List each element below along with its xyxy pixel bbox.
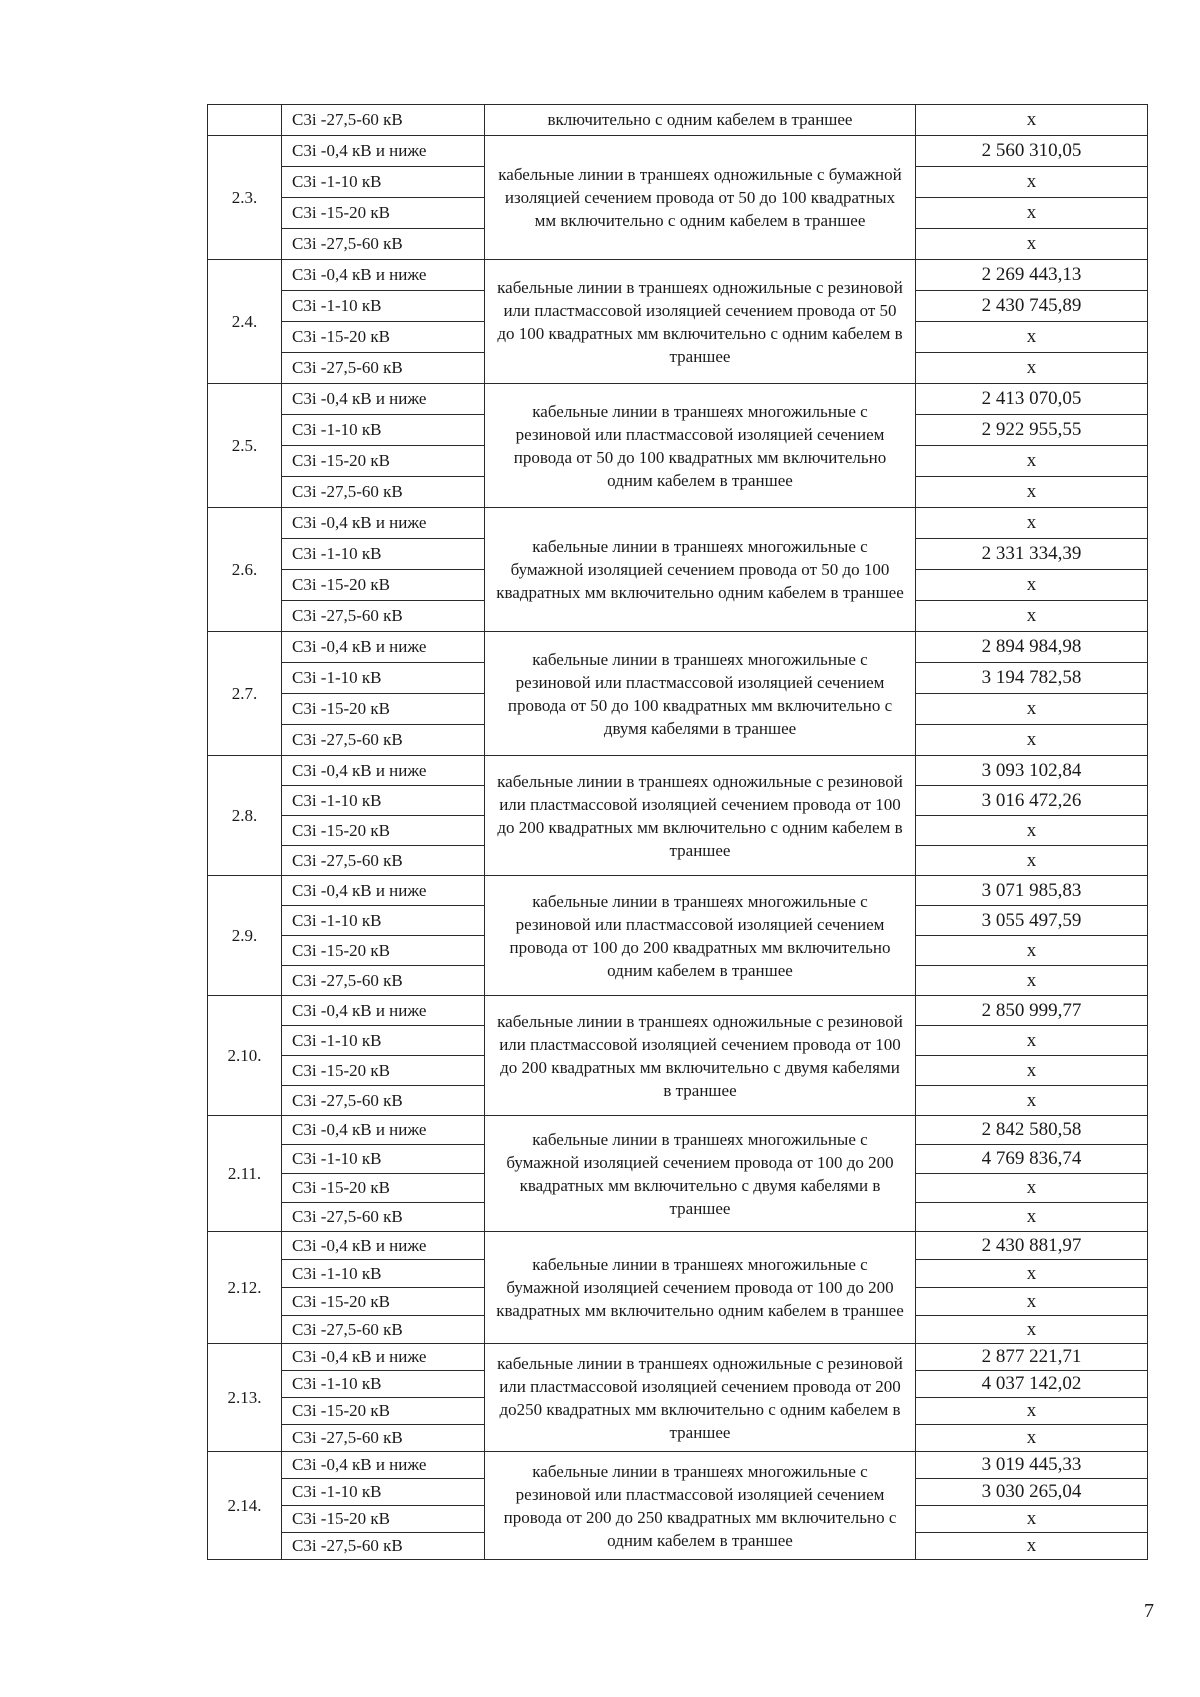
voltage-cell: C3i -0,4 кВ и ниже: [282, 756, 485, 786]
value-cell: 2 894 984,98: [916, 632, 1148, 663]
value-cell: x: [916, 477, 1148, 508]
voltage-cell: C3i -0,4 кВ и ниже: [282, 384, 485, 415]
voltage-cell: C3i -1-10 кВ: [282, 1026, 485, 1056]
row-number-cell: 2.14.: [208, 1452, 282, 1560]
voltage-cell: C3i -1-10 кВ: [282, 906, 485, 936]
voltage-cell: C3i -0,4 кВ и ниже: [282, 876, 485, 906]
voltage-cell: C3i -0,4 кВ и ниже: [282, 260, 485, 291]
description-cell: кабельные линии в траншеях одножильные с бумажной изоляцией сечением провода от 50 до 100 квадратных мм включительно с одним кабелем в траншее: [485, 136, 916, 260]
description-cell: кабельные линии в траншеях многожильные с резиновой или пластмассовой изоляцией сечением провода от 100 до 200 квадратных мм включительно одним кабелем в траншее: [485, 876, 916, 996]
voltage-cell: C3i -27,5-60 кВ: [282, 725, 485, 756]
value-cell: 2 877 221,71: [916, 1344, 1148, 1371]
table-row: [208, 632, 1148, 663]
voltage-cell: C3i -27,5-60 кВ: [282, 1425, 485, 1452]
row-number-cell: 2.3.: [208, 136, 282, 260]
voltage-cell: C3i -1-10 кВ: [282, 539, 485, 570]
value-cell: x: [916, 816, 1148, 846]
value-cell: x: [916, 1203, 1148, 1232]
voltage-cell: C3i -1-10 кВ: [282, 1371, 485, 1398]
row-number-cell: 2.4.: [208, 260, 282, 384]
value-cell: x: [916, 1398, 1148, 1425]
page-number: 7: [1144, 1600, 1154, 1622]
description-cell: кабельные линии в траншеях одножильные с резиновой или пластмассовой изоляцией сечением провода от 100 до 200 квадратных мм включительно с двумя кабелями в траншее: [485, 996, 916, 1116]
value-cell: x: [916, 966, 1148, 996]
voltage-cell: C3i -0,4 кВ и ниже: [282, 632, 485, 663]
value-cell: x: [916, 1086, 1148, 1116]
row-number-cell: 2.7.: [208, 632, 282, 756]
row-number-cell: 2.13.: [208, 1344, 282, 1452]
voltage-cell: C3i -1-10 кВ: [282, 1260, 485, 1288]
voltage-cell: C3i -15-20 кВ: [282, 570, 485, 601]
voltage-cell: C3i -0,4 кВ и ниже: [282, 136, 485, 167]
value-cell: x: [916, 694, 1148, 725]
voltage-cell: C3i -27,5-60 кВ: [282, 105, 485, 136]
voltage-cell: C3i -27,5-60 кВ: [282, 1203, 485, 1232]
voltage-cell: C3i -27,5-60 кВ: [282, 477, 485, 508]
table-row: [208, 996, 1148, 1026]
voltage-cell: C3i -0,4 кВ и ниже: [282, 1344, 485, 1371]
voltage-cell: C3i -1-10 кВ: [282, 663, 485, 694]
description-cell: кабельные линии в траншеях одножильные с резиновой или пластмассовой изоляцией сечением провода от 100 до 200 квадратных мм включительно с одним кабелем в траншее: [485, 756, 916, 876]
table-row: [208, 1452, 1148, 1479]
continuation-row: [208, 105, 1148, 136]
voltage-cell: C3i -1-10 кВ: [282, 1145, 485, 1174]
voltage-cell: C3i -27,5-60 кВ: [282, 229, 485, 260]
row-number-cell: 2.8.: [208, 756, 282, 876]
description-cell: кабельные линии в траншеях многожильные с резиновой или пластмассовой изоляцией сечением провода от 50 до 100 квадратных мм включительно с двумя кабелями в траншее: [485, 632, 916, 756]
voltage-cell: C3i -15-20 кВ: [282, 1174, 485, 1203]
value-cell: 3 194 782,58: [916, 663, 1148, 694]
value-cell: x: [916, 1288, 1148, 1316]
row-number-cell: 2.10.: [208, 996, 282, 1116]
value-cell: x: [916, 446, 1148, 477]
row-number-cell: 2.6.: [208, 508, 282, 632]
value-cell: x: [916, 601, 1148, 632]
table-row: [208, 876, 1148, 906]
value-cell: 3 093 102,84: [916, 756, 1148, 786]
value-cell: x: [916, 198, 1148, 229]
description-cell: кабельные линии в траншеях одножильные с резиновой или пластмассовой изоляцией сечением провода от 50 до 100 квадратных мм включительно с одним кабелем в траншее: [485, 260, 916, 384]
value-cell: x: [916, 167, 1148, 198]
value-cell: 3 016 472,26: [916, 786, 1148, 816]
value-cell: x: [916, 936, 1148, 966]
voltage-cell: C3i -1-10 кВ: [282, 167, 485, 198]
value-cell: 2 269 443,13: [916, 260, 1148, 291]
value-cell: x: [916, 1026, 1148, 1056]
description-cell: кабельные линии в траншеях многожильные с бумажной изоляцией сечением провода от 50 до 100 квадратных мм включительно одним кабелем в траншее: [485, 508, 916, 632]
value-cell: 4 037 142,02: [916, 1371, 1148, 1398]
description-cell: кабельные линии в траншеях одножильные с резиновой или пластмассовой изоляцией сечением провода от 200 до250 квадратных мм включительно с одним кабелем в траншее: [485, 1344, 916, 1452]
voltage-cell: C3i -27,5-60 кВ: [282, 1316, 485, 1344]
value-cell: x: [916, 1425, 1148, 1452]
voltage-cell: C3i -0,4 кВ и ниже: [282, 996, 485, 1026]
table-row: [208, 260, 1148, 291]
voltage-cell: C3i -27,5-60 кВ: [282, 353, 485, 384]
voltage-cell: C3i -0,4 кВ и ниже: [282, 1232, 485, 1260]
voltage-cell: C3i -1-10 кВ: [282, 786, 485, 816]
table-row: [208, 384, 1148, 415]
value-cell: 2 413 070,05: [916, 384, 1148, 415]
table-row: [208, 756, 1148, 786]
value-cell: 3 019 445,33: [916, 1452, 1148, 1479]
voltage-cell: C3i -0,4 кВ и ниже: [282, 508, 485, 539]
table-row: [208, 1232, 1148, 1260]
voltage-cell: C3i -27,5-60 кВ: [282, 846, 485, 876]
voltage-cell: C3i -15-20 кВ: [282, 694, 485, 725]
value-cell: 2 430 881,97: [916, 1232, 1148, 1260]
value-cell: 4 769 836,74: [916, 1145, 1148, 1174]
row-number-cell: 2.12.: [208, 1232, 282, 1344]
voltage-cell: C3i -1-10 кВ: [282, 291, 485, 322]
value-cell: x: [916, 1260, 1148, 1288]
voltage-cell: C3i -15-20 кВ: [282, 446, 485, 477]
value-cell: x: [916, 1506, 1148, 1533]
value-cell: 2 430 745,89: [916, 291, 1148, 322]
value-cell: 2 331 334,39: [916, 539, 1148, 570]
value-cell: x: [916, 846, 1148, 876]
table-row: [208, 136, 1148, 167]
description-cell: кабельные линии в траншеях многожильные с резиновой или пластмассовой изоляцией сечением провода от 50 до 100 квадратных мм включительно одним кабелем в траншее: [485, 384, 916, 508]
voltage-cell: C3i -1-10 кВ: [282, 415, 485, 446]
description-cell: кабельные линии в траншеях многожильные с бумажной изоляцией сечением провода от 100 до 200 квадратных мм включительно с двумя кабелями в траншее: [485, 1116, 916, 1232]
row-number-cell: 2.5.: [208, 384, 282, 508]
row-number-cell: [208, 105, 282, 136]
value-cell: x: [916, 322, 1148, 353]
voltage-cell: C3i -27,5-60 кВ: [282, 1086, 485, 1116]
value-cell: x: [916, 229, 1148, 260]
value-cell: 2 922 955,55: [916, 415, 1148, 446]
tariff-table-body: [208, 105, 1148, 1560]
voltage-cell: C3i -27,5-60 кВ: [282, 966, 485, 996]
voltage-cell: C3i -15-20 кВ: [282, 1288, 485, 1316]
value-cell: x: [916, 725, 1148, 756]
row-number-cell: 2.9.: [208, 876, 282, 996]
description-cell: включительно с одним кабелем в траншее: [485, 105, 916, 136]
voltage-cell: C3i -0,4 кВ и ниже: [282, 1116, 485, 1145]
value-cell: 2 850 999,77: [916, 996, 1148, 1026]
value-cell: x: [916, 570, 1148, 601]
description-cell: кабельные линии в траншеях многожильные с резиновой или пластмассовой изоляцией сечением провода от 200 до 250 квадратных мм включительно с одним кабелем в траншее: [485, 1452, 916, 1560]
voltage-cell: C3i -0,4 кВ и ниже: [282, 1452, 485, 1479]
value-cell: x: [916, 1174, 1148, 1203]
value-cell: 3 055 497,59: [916, 906, 1148, 936]
value-cell: x: [916, 1316, 1148, 1344]
voltage-cell: C3i -15-20 кВ: [282, 1506, 485, 1533]
value-cell: x: [916, 353, 1148, 384]
table-row: [208, 1344, 1148, 1371]
value-cell: x: [916, 1056, 1148, 1086]
row-number-cell: 2.11.: [208, 1116, 282, 1232]
value-cell: 2 842 580,58: [916, 1116, 1148, 1145]
value-cell: x: [916, 1533, 1148, 1560]
voltage-cell: C3i -15-20 кВ: [282, 1398, 485, 1425]
voltage-cell: C3i -15-20 кВ: [282, 936, 485, 966]
voltage-cell: C3i -15-20 кВ: [282, 816, 485, 846]
tariff-table: [207, 104, 1148, 1560]
value-cell: 2 560 310,05: [916, 136, 1148, 167]
table-row: [208, 508, 1148, 539]
voltage-cell: C3i -15-20 кВ: [282, 1056, 485, 1086]
table-row: [208, 1116, 1148, 1145]
description-cell: кабельные линии в траншеях многожильные с бумажной изоляцией сечением провода от 100 до 200 квадратных мм включительно одним кабелем в траншее: [485, 1232, 916, 1344]
value-cell: 3 030 265,04: [916, 1479, 1148, 1506]
voltage-cell: C3i -27,5-60 кВ: [282, 601, 485, 632]
voltage-cell: C3i -15-20 кВ: [282, 322, 485, 353]
value-cell: x: [916, 508, 1148, 539]
voltage-cell: C3i -15-20 кВ: [282, 198, 485, 229]
value-cell: 3 071 985,83: [916, 876, 1148, 906]
voltage-cell: C3i -27,5-60 кВ: [282, 1533, 485, 1560]
value-cell: x: [916, 105, 1148, 136]
voltage-cell: C3i -1-10 кВ: [282, 1479, 485, 1506]
